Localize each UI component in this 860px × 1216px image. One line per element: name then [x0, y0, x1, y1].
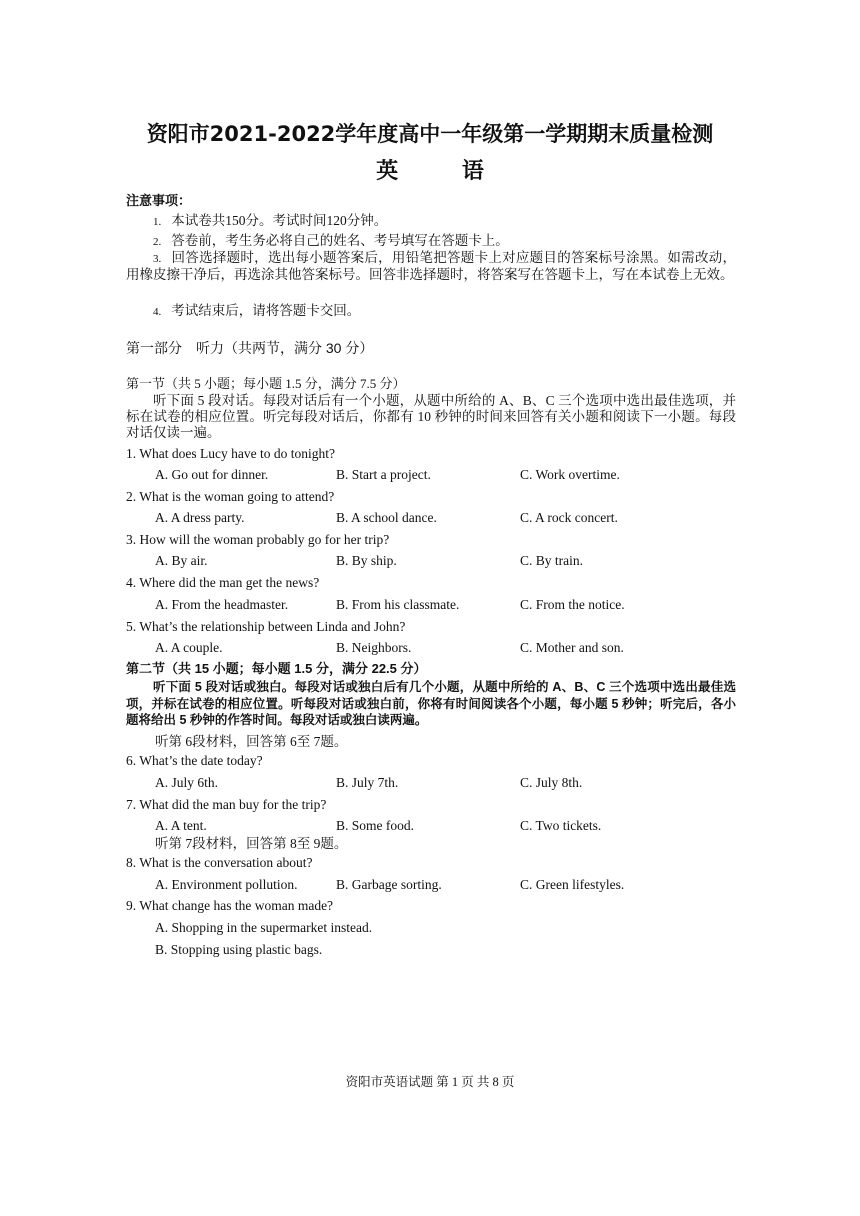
- q1-option-a: A. Go out for dinner.: [155, 467, 269, 482]
- q4-option-c: C. From the notice.: [520, 597, 625, 612]
- section2-note-1: 听第 6段材料，回答第 6至 7题。: [155, 734, 348, 749]
- q7-option-c: C. Two tickets.: [520, 818, 602, 833]
- section2-heading: 第二节（共 15 小题；每小题 1.5 分，满分 22.5 分）: [126, 661, 427, 676]
- q6-option-c: C. July 8th.: [520, 775, 583, 790]
- q3-option-c: C. By train.: [520, 553, 583, 568]
- question-3: 3. How will the woman probably go for her trip?: [126, 532, 390, 547]
- notice-item-text: 回答选择题时，选出每小题答案后，用铅笔把答题卡上对应题目的答案标号涂黑。如需改动，用橡皮擦干净后，再选涂其他答案标号。回答非选择题时，将答案写在答题卡上，写在本试卷上无效。: [126, 250, 736, 282]
- question-1: 1. What does Lucy have to do tonight?: [126, 446, 335, 461]
- notice-item-text: 考试结束后，请将答题卡交回。: [171, 303, 361, 318]
- question-4: 4. Where did the man get the news?: [126, 575, 320, 590]
- q4-option-b: B. From his classmate.: [336, 597, 460, 612]
- q4-option-a: A. From the headmaster.: [155, 597, 289, 612]
- q2-option-a: A. A dress party.: [155, 510, 245, 525]
- q2-option-c: C. A rock concert.: [520, 510, 618, 525]
- exam-title: 资阳市2021-2022学年度高中一年级第一学期期末质量检测: [146, 122, 714, 146]
- question-7: 7. What did the man buy for the trip?: [126, 797, 327, 812]
- notice-item-text: 本试卷共150分。考试时间120分钟。: [171, 213, 388, 228]
- section2-instructions: 听下面 5 段对话或独白。每段对话或独白后有几个小题，从题中所给的 A、B、C 三个选项中选出最佳选项，并标在试卷的相应位置。听每段对话或独白前，你将有时间阅读各个小题，每小题 5 秒钟；听完后，各小题将给出 5 秒钟的作答时间。每段对话或独白读两遍。: [126, 680, 736, 727]
- notice-item-text: 答卷前，考生务必将自己的姓名、考号填写在答题卡上。: [171, 233, 509, 248]
- q9-option-b: B. Stopping using plastic bags.: [155, 942, 323, 957]
- question-8: 8. What is the conversation about?: [126, 855, 313, 870]
- q9-option-a: A. Shopping in the supermarket instead.: [155, 920, 373, 935]
- question-6: 6. What’s the date today?: [126, 753, 263, 768]
- q3-option-b: B. By ship.: [336, 553, 397, 568]
- section1-instructions: 听下面 5 段对话。每段对话后有一个小题，从题中所给的 A、B、C 三个选项中选出最佳选项，并标在试卷的相应位置。听完每段对话后，你都有 10 秒钟的时间来回答有关小题和阅读下一小题。每段对话仅读一遍。: [126, 393, 736, 440]
- section2-note-2: 听第 7段材料，回答第 8至 9题。: [155, 836, 348, 851]
- q8-option-c: C. Green lifestyles.: [520, 877, 625, 892]
- q2-option-b: B. A school dance.: [336, 510, 437, 525]
- notice-item-number: 3.: [153, 253, 162, 265]
- q5-option-c: C. Mother and son.: [520, 640, 624, 655]
- q6-option-a: A. July 6th.: [155, 775, 219, 790]
- question-9: 9. What change has the woman made?: [126, 898, 334, 913]
- notice-item-1: [153, 213, 763, 230]
- subject-title: 英 语: [376, 159, 512, 184]
- notice-item-2: [153, 233, 763, 250]
- notice-item-number: 4.: [153, 306, 162, 318]
- section1-heading: 第一节（共 5 小题；每小题 1.5 分，满分 7.5 分）: [126, 376, 406, 391]
- q5-option-b: B. Neighbors.: [336, 640, 412, 655]
- q8-option-b: B. Garbage sorting.: [336, 877, 442, 892]
- notice-item-3: [126, 250, 736, 283]
- notice-item-4: [153, 303, 763, 320]
- question-2: 2. What is the woman going to attend?: [126, 489, 335, 504]
- q3-option-a: A. By air.: [155, 553, 208, 568]
- q1-option-c: C. Work overtime.: [520, 467, 620, 482]
- page-footer: 资阳市英语试题 第 1 页 共 8 页: [345, 1075, 515, 1089]
- q7-option-b: B. Some food.: [336, 818, 415, 833]
- q5-option-a: A. A couple.: [155, 640, 223, 655]
- notice-item-number: 1.: [153, 216, 162, 228]
- notice-item-number: 2.: [153, 236, 162, 248]
- part1-heading: 第一部分 听力（共两节，满分 30 分）: [126, 340, 374, 356]
- q7-option-a: A. A tent.: [155, 818, 207, 833]
- q6-option-b: B. July 7th.: [336, 775, 399, 790]
- q1-option-b: B. Start a project.: [336, 467, 431, 482]
- question-5: 5. What’s the relationship between Linda and John?: [126, 619, 406, 634]
- notice-heading: 注意事项：: [126, 193, 192, 208]
- q8-option-a: A. Environment pollution.: [155, 877, 298, 892]
